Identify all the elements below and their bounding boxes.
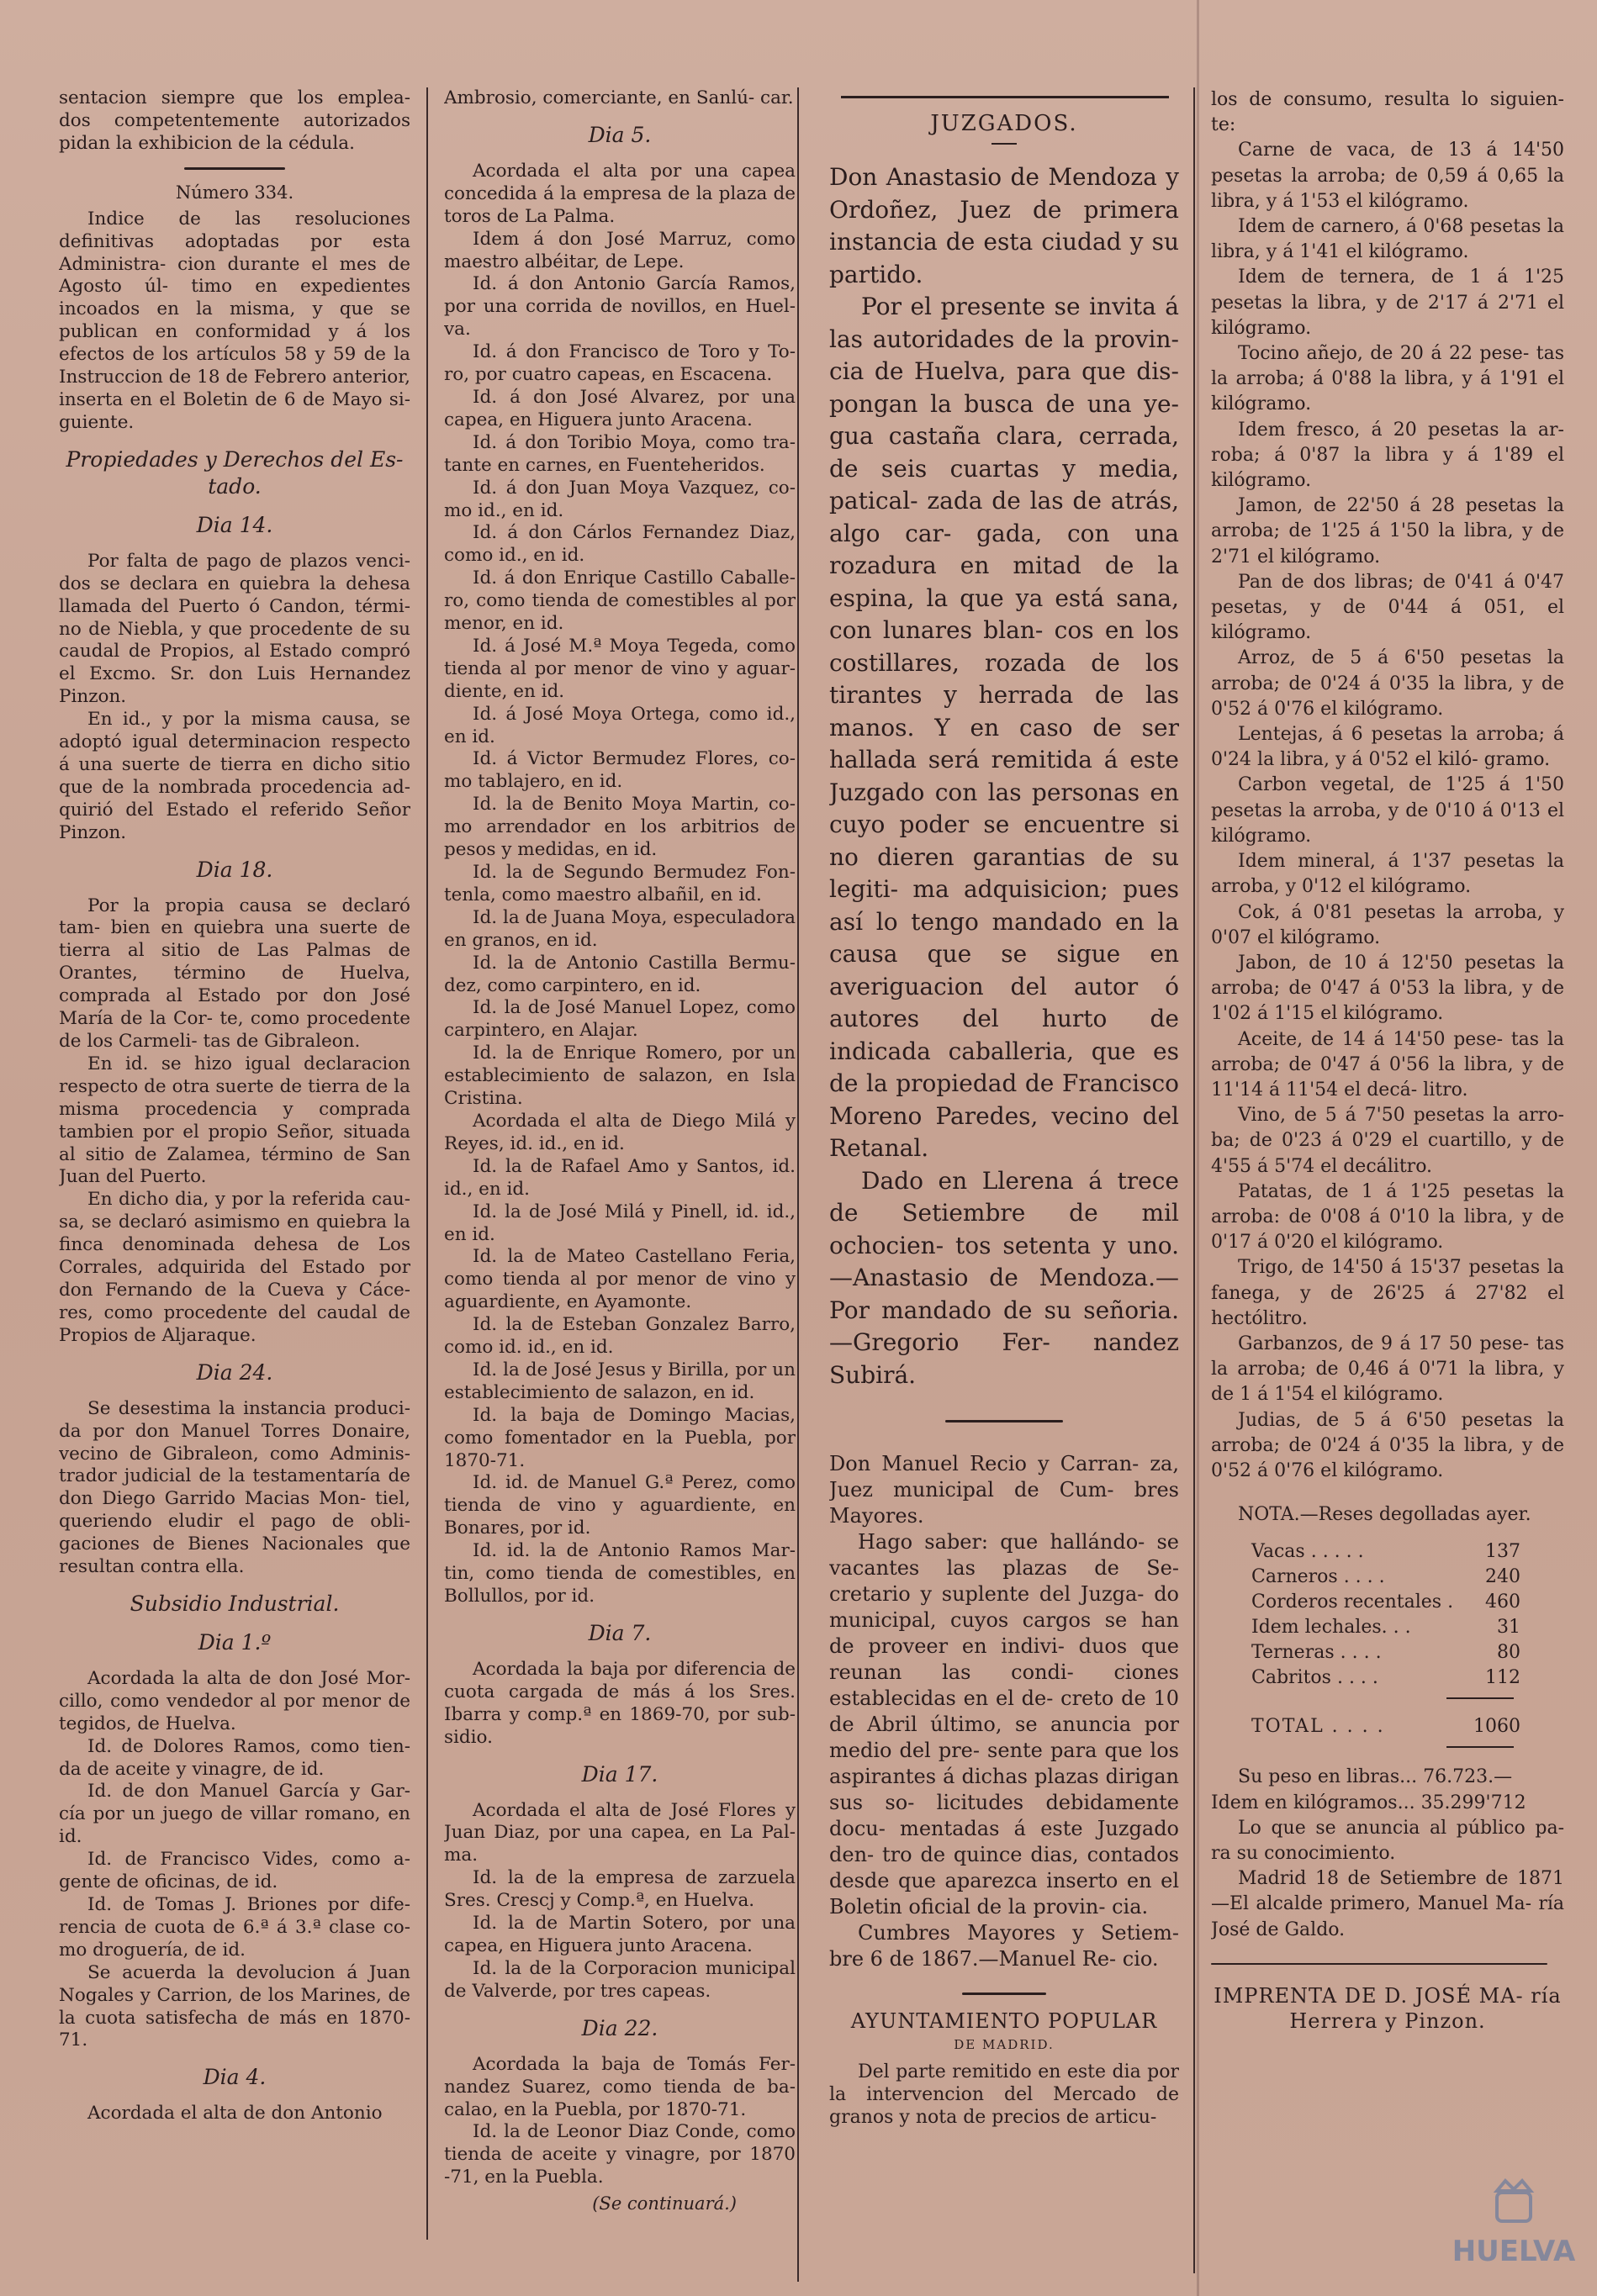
price-item: Jabon, de 10 á 12'50 pesetas la arroba; de 0'47 á 0'53 la libra, y de 1'02 á 1'15 el kilógramo. (1211, 952, 1564, 1025)
list-item: Id. á José Moya Ortega, como id., en id. (444, 703, 796, 747)
list-item: Acordada el alta por una capea concedida á la empresa de la plaza de toros de La Palma. (444, 160, 796, 227)
juzgados-heading: JUZGADOS. (930, 111, 1078, 136)
paragraph: Por el presente se invita á las autoridades de la provin- cia de Huelva, para que dis- pongan la busca de una ye- gua castaña clara, cerrada, de seis cuartas y media, patical- zada de las de atrás, algo car- gada, con una rozadura en mitad de la espina, la que ya está sana, con lunares blan- cos en los costillares, rozada de los tirantes y herrada de las manos. Y en caso de ser hallada será remitida á este Juzgado con las personas en cuyo poder se encuentre si no dieren garantias de su legiti- ma adquisicion; pues así lo tengo mandado en la causa que se sigue en averiguacion del autor ó autores del hurto de indicada caballeria, que es de la propiedad de Francisco Moreno Paredes, vecino del Retanal. (829, 293, 1179, 1162)
paragraph: Por falta de pago de plazos venci- dos se declara en quiebra la dehesa llamada del Puerto ó Candon, térmi- no de Niebla, y que procedente de su caudal de Propios, al Estado compró el Excmo. Sr. don Luis Hernandez Pinzon. (59, 550, 410, 708)
separator (945, 1420, 1063, 1422)
list-item: Id. á don Enrique Castillo Caballe- ro, como tienda de comestibles al por menor, en id. (444, 567, 796, 635)
price-item: Tocino añejo, de 20 á 22 pese- tas la arroba; á 0'88 la libra, y á 1'91 el kilógramo. (1211, 343, 1564, 415)
column-3 (829, 87, 1179, 2129)
list-item: Id. á José M.ª Moya Tegeda, como tienda al por menor de vino y aguar- diente, en id. (444, 635, 796, 702)
ayuntamiento-subheading: DE MADRID. (954, 2037, 1055, 2052)
paragraph: Se acuerda la devolucion á Juan Nogales y Carrion, de los Marines, de la cuota satisfecha de más en 1870-71. (59, 1961, 410, 2051)
list-item: Id. la de Leonor Diaz Conde, como tienda de aceite y vinagre, por 1870 -71, en la Puebla. (444, 2121, 796, 2188)
price-item: Carbon vegetal, de 1'25 á 1'50 pesetas la arroba, y de 0'10 á 0'13 el kilógramo. (1211, 774, 1564, 847)
cattle-count: 240 (1485, 1566, 1520, 1588)
list-item: Acordada la baja de Tomás Fer- nandez Suarez, como tienda de ba- calao, en la Puebla, por 1870-71. (444, 2053, 796, 2120)
price-item: Pan de dos libras; de 0'41 á 0'47 pesetas, y de 0'44 á 051, el kilógramo. (1211, 571, 1564, 644)
paragraph: Id. de Tomas J. Briones por dife- rencia de cuota de 6.ª á 3.ª clase co- mo droguería, de id. (59, 1894, 410, 1961)
nota-section (1211, 1502, 1564, 1528)
column-rule-1 (426, 87, 428, 2240)
price-item: Arroz, de 5 á 6'50 pesetas la arroba; de 0'24 á 0'35 la libra, y de 0'52 á 0'76 el kilógramo. (1211, 647, 1564, 720)
list-item: Id. á don Cárlos Fernandez Diaz, como id., en id. (444, 522, 796, 567)
paragraph: Acordada la alta de don José Mor- cillo, como vendedor al por menor de tegidos, de Huelva. (59, 1667, 410, 1734)
list-item: Id. la de Martin Sotero, por una capea, en Higuera junto Aracena. (444, 1913, 796, 1956)
cattle-name: Corderos recentales . (1251, 1591, 1454, 1613)
list-item: Id. á don Toribio Moya, como tra- tante en carnes, en Fuenteheridos. (444, 431, 796, 476)
price-item: Aceite, de 14 á 14'50 pese- tas la arroba; de 0'47 á 0'56 la libra, y de 11'14 á 11'54 el decá- litro. (1211, 1028, 1564, 1100)
cattle-count: 137 (1485, 1541, 1520, 1563)
propiedades-heading: Propiedades y Derechos del Es- tado. (66, 446, 404, 499)
separator (1446, 1697, 1514, 1699)
price-item: Trigo, de 14'50 á 15'37 pesetas la fanega, y de 26'25 á 27'82 el hectólitro. (1211, 1257, 1564, 1329)
dia-24-heading: Dia 24. (196, 1359, 273, 1385)
cattle-count: 80 (1497, 1642, 1520, 1664)
cattle-name: Carneros . . . . (1251, 1566, 1385, 1588)
list-item: Acordada el alta de José Flores y Juan Diaz, por una capea, en La Pal- ma. (444, 1799, 796, 1866)
table-row (1251, 1590, 1520, 1615)
crown-shield-icon (1484, 2176, 1543, 2226)
list-item: Id. la de la Corporacion municipal de Valverde, por tres capeas. (444, 1957, 796, 2002)
paragraph: Cumbres Mayores y Setiem- bre 6 de 1867.—Manuel Re- cio. (829, 1921, 1179, 1971)
total-row (1251, 1714, 1520, 1739)
page-fold (1197, 0, 1199, 2296)
list-item: Id. la de José Jesus y Birilla, por un establecimiento de salazon, en id. (444, 1359, 796, 1403)
cattle-count: 112 (1485, 1667, 1520, 1689)
list-item: Id. id. de Manuel G.ª Perez, como tienda de vino y aguardiente, en Bonares, por id. (444, 1472, 796, 1539)
dia-4-heading: Dia 4. (203, 2065, 267, 2090)
numero-heading: Número 334. (175, 182, 294, 203)
cattle-name: Vacas . . . . . (1251, 1541, 1364, 1563)
price-item: Lentejas, á 6 pesetas la arroba; á 0'24 la libra, y á 0'52 el kiló- gramo. (1211, 724, 1564, 771)
separator (992, 143, 1017, 145)
paragraph: Id. de don Manuel García y Gar- cía por un juego de villar romano, en id. (59, 1781, 410, 1848)
list-item: Acordada el alta de Diego Milá y Reyes, id. id., en id. (444, 1110, 796, 1154)
stamp-text: HUELVA (1452, 2235, 1576, 2268)
list-item: Id. á Victor Bermudez Flores, co- mo tablajero, en id. (444, 748, 796, 793)
price-item: Idem mineral, á 1'37 pesetas la arroba, y 0'12 el kilógramo. (1211, 851, 1564, 898)
list-item: Idem á don José Marruz, como maestro albéitar, de Lepe. (444, 228, 796, 272)
list-item: Id. á don Francisco de Toro y To- ro, por cuatro capeas, en Escacena. (444, 341, 796, 386)
paragraph: Por la propia causa se declaró tam- bien en quiebra una suerte de tierra al sitio de Las Palmas de Orantes, término de Huelva, comprada al Estado por don José María de la Cor- te, como procedente de los Carmeli- tas de Gibraleon. (59, 895, 410, 1052)
cattle-count: 31 (1497, 1617, 1520, 1639)
separator (1446, 1746, 1514, 1748)
table-row (1251, 1640, 1520, 1665)
table-row (1251, 1565, 1520, 1590)
imprenta-footer: IMPRENTA DE D. JOSÉ MA- ría Herrera y Pinzon. (1214, 1983, 1562, 2033)
paragraph: Don Manuel Recio y Carran- za, Juez municipal de Cum- bres Mayores. (829, 1452, 1179, 1528)
paragraph: Acordada la baja por diferencia de cuota cargada de más á los Sres. Ibarra y comp.ª en 1869-70, por sub- sidio. (444, 1658, 796, 1748)
separator (184, 167, 285, 170)
continued-note: (Se continuará.) (592, 2193, 737, 2214)
list-item: Id. la de Segundo Bermudez Fon- tenla, como maestro albañil, en id. (444, 862, 796, 905)
list-item: Id. la de Esteban Gonzalez Barro, como id. id., en id. (444, 1314, 796, 1359)
total-label: TOTAL . . . . (1251, 1716, 1385, 1738)
table-row (1251, 1615, 1520, 1640)
price-item: Idem de carnero, á 0'68 pesetas la libra, y á 1'41 el kilógramo. (1211, 216, 1564, 263)
paragraph: En dicho dia, y por la referida cau- sa, se declaró asimismo en quiebra la finca denominada dehesa de Los Corrales, adquirida del Estado por don Fernando de la Cueva y Cáce- res, como procedente del caudal de Propios de Aljaraque. (59, 1189, 410, 1346)
subsidio-heading: Subsidio Industrial. (130, 1591, 340, 1616)
price-item: Garbanzos, de 9 á 17 50 pese- tas la arroba; de 0,46 á 0'71 la libra, y de 1 á 1'54 el kilógramo. (1211, 1333, 1564, 1406)
list-item: Id. la baja de Domingo Macias, como fomentador en la Puebla, por 1870-71. (444, 1404, 796, 1471)
dia-22-heading: Dia 22. (581, 2015, 658, 2040)
column-4 (1211, 87, 1564, 2034)
list-item: Id. la de José Milá y Pinell, id. id., en id. (444, 1201, 796, 1245)
paragraph: En id. se hizo igual declaracion respecto de otra suerte de tierra de la misma procedencia y comprada tambien por el propio Señor, situada al sitio de Zalamea, término de San Juan del Puerto. (59, 1053, 410, 1188)
list-item: Id. la de José Manuel Lopez, como carpintero, en Alajar. (444, 997, 796, 1042)
intro-text: sentacion siempre que los emplea- dos competentemente autorizados pidan la exhibicion de la cédula. (59, 87, 410, 154)
paragraph: Del parte remitido en este dia por la intervencion del Mercado de granos y nota de precios de articu- (829, 2061, 1179, 2128)
column-rule-2 (797, 87, 799, 2282)
list-item: Id. á don Juan Moya Vazquez, co- mo id., en id. (444, 477, 796, 521)
dia-18-heading: Dia 18. (196, 857, 273, 882)
price-item: Jamon, de 22'50 á 28 pesetas la arroba; de 1'25 á 1'50 la libra, y de 2'71 el kilógramo. (1211, 495, 1564, 567)
column-1 (59, 87, 410, 2125)
list-item: Id. la de Rafael Amo y Santos, id. id., en id. (444, 1155, 796, 1200)
dia-5-heading: Dia 5. (588, 122, 652, 147)
paragraph: Hago saber: que hallándo- se vacantes las plazas de Se- cretario y suplente del Juzga- do municipal, cuyos cargos se han de proveer en indivi- duos que reunan las condi- ciones establecidas en el de- creto de 10 de Abril último, se anuncia por medio del pre- sente para que los aspirantes á dichas plazas dirigan sus so- licitudes debidamente docu- mentadas á este Juzgado den- tro de quince dias, contados desde que aparezca inserto en el Boletin oficial de la provin- cia. (829, 1530, 1179, 1919)
price-item: Idem de ternera, de 1 á 1'25 pesetas la libra, y de 2'17 á 2'71 el kilógramo. (1211, 267, 1564, 339)
nota-title: NOTA.—Reses degolladas ayer. (1238, 1504, 1531, 1526)
ayuntamiento-heading: AYUNTAMIENTO POPULAR (850, 2009, 1158, 2033)
paragraph: Acordada el alta de don Antonio (87, 2103, 383, 2124)
peso-kilogramos: Idem en kilógramos... 35.299'712 (1211, 1792, 1526, 1813)
paragraph: En id., y por la misma causa, se adoptó igual determinacion respecto á una suerte de tierra en dicho sitio que de la nombrada procedencia ad- quirió del Estado el referido Señor Pinzon. (59, 709, 410, 843)
paragraph: Id. de Dolores Ramos, como tien- da de aceite y vinagre, de id. (59, 1735, 410, 1780)
column-rule-3 (1193, 87, 1195, 2273)
peso-libras: Su peso en libras... 76.723.— (1238, 1766, 1513, 1788)
paragraph: Dado en Llerena á trece de Setiembre de mil ochocien- tos setenta y uno.—Anastasio de Mendoza.—Por mandado de su señoria.—Gregorio Fer- nandez Subirá. (829, 1166, 1179, 1389)
total-value: 1060 (1473, 1716, 1520, 1738)
column-2 (444, 87, 796, 2215)
cattle-name: Cabritos . . . . (1251, 1667, 1378, 1689)
indice-paragraph: Indice de las resoluciones definitivas adoptadas por esta Administra- cion durante el mes de Agosto úl- timo en expedientes incoados en la misma, y que se publican en conformidad y á los efectos de los artículos 58 y 59 de la Instruccion de 18 de Febrero anterior, inserta en el Boletin de 6 de Mayo si- guiente. (59, 208, 410, 433)
cattle-name: Terneras . . . . (1251, 1642, 1382, 1664)
paragraph: los de consumo, resulta lo siguien- te: (1211, 89, 1564, 136)
separator (1211, 1963, 1547, 1965)
dia-17-heading: Dia 17. (581, 1761, 658, 1787)
list-item: Id. la de Juana Moya, especuladora en granos, en id. (444, 906, 796, 951)
paragraph: Lo que se anuncia al público pa- ra su conocimiento. (1211, 1817, 1564, 1864)
signature: Madrid 18 de Setiembre de 1871 —El alcalde primero, Manuel Ma- ría José de Galdo. (1211, 1868, 1564, 1940)
list-item: Id. á don José Alvarez, por una capea, en Higuera junto Aracena. (444, 386, 796, 430)
list-item: Id. la de Antonio Castilla Bermu- dez, como carpintero, en id. (444, 952, 796, 996)
dia-1-heading: Dia 1.º (198, 1629, 272, 1655)
price-item: Patatas, de 1 á 1'25 pesetas la arroba: de 0'08 á 0'10 la libra, y de 0'17 á 0'20 el kilógramo. (1211, 1180, 1564, 1254)
cattle-table (1251, 1539, 1520, 1691)
list-item: Id. la de Benito Moya Martin, co- mo arrendador en los arbitrios de pesos y medidas, en id. (444, 794, 796, 861)
list-item: Id. la de la empresa de zarzuela Sres. Crescj y Comp.ª, en Huelva. (444, 1867, 796, 1912)
paragraph: Don Anastasio de Mendoza y Ordoñez, Juez de primera instancia de esta ciudad y su partido. (829, 163, 1179, 288)
separator (962, 1993, 1046, 1995)
list-item: Id. la de Mateo Castellano Feria, como tienda al por menor de vino y aguardiente, en Ayamonte. (444, 1246, 796, 1313)
cattle-count: 460 (1485, 1591, 1520, 1613)
list-item: Id. á don Antonio García Ramos, por una corrida de novillos, en Huel- va. (444, 273, 796, 340)
price-item: Cok, á 0'81 pesetas la arroba, y 0'07 el kilógramo. (1211, 901, 1564, 948)
price-item: Judias, de 5 á 6'50 pesetas la arroba; de 0'24 á 0'35 la libra, y de 0'52 á 0'76 el kilógramo. (1211, 1409, 1564, 1481)
library-stamp (1446, 2176, 1581, 2277)
dia-7-heading: Dia 7. (588, 1620, 652, 1645)
table-row (1251, 1665, 1520, 1691)
table-row (1251, 1539, 1520, 1565)
cattle-name: Idem lechales. . . (1251, 1617, 1411, 1639)
list-item: Id. la de Enrique Romero, por un establecimiento de salazon, en Isla Cristina. (444, 1042, 796, 1110)
price-item: Carne de vaca, de 13 á 14'50 pesetas la arroba; de 0,59 á 0,65 la libra, y á 1'53 el kilógramo. (1211, 140, 1564, 212)
dia-14-heading: Dia 14. (196, 512, 273, 537)
price-item: Idem fresco, á 20 pesetas la ar- roba; á 0'87 la libra y á 1'89 el kilógramo. (1211, 419, 1564, 492)
price-item: Vino, de 5 á 7'50 pesetas la arro- ba; de 0'23 á 0'29 el cuartillo, y de 4'55 á 5'74 el decálitro. (1211, 1105, 1564, 1177)
paragraph: Id. de Francisco Vides, como a- gente de oficinas, de id. (59, 1849, 410, 1893)
list-item: Id. id. la de Antonio Ramos Mar- tin, como tienda de comestibles, en Bollullos, por id. (444, 1540, 796, 1607)
paragraph: Se desestima la instancia produci- da por don Manuel Torres Donaire, vecino de Gibraleon, como Adminis- trador judicial de la testamentaría de don Diego Garrido Macias Mon- tiel, queriendo eludir el pago de obli- gaciones de Bienes Nacionales que resultan contra ella. (59, 1397, 410, 1578)
paragraph: Ambrosio, comerciante, en Sanlú- car. (444, 87, 794, 108)
